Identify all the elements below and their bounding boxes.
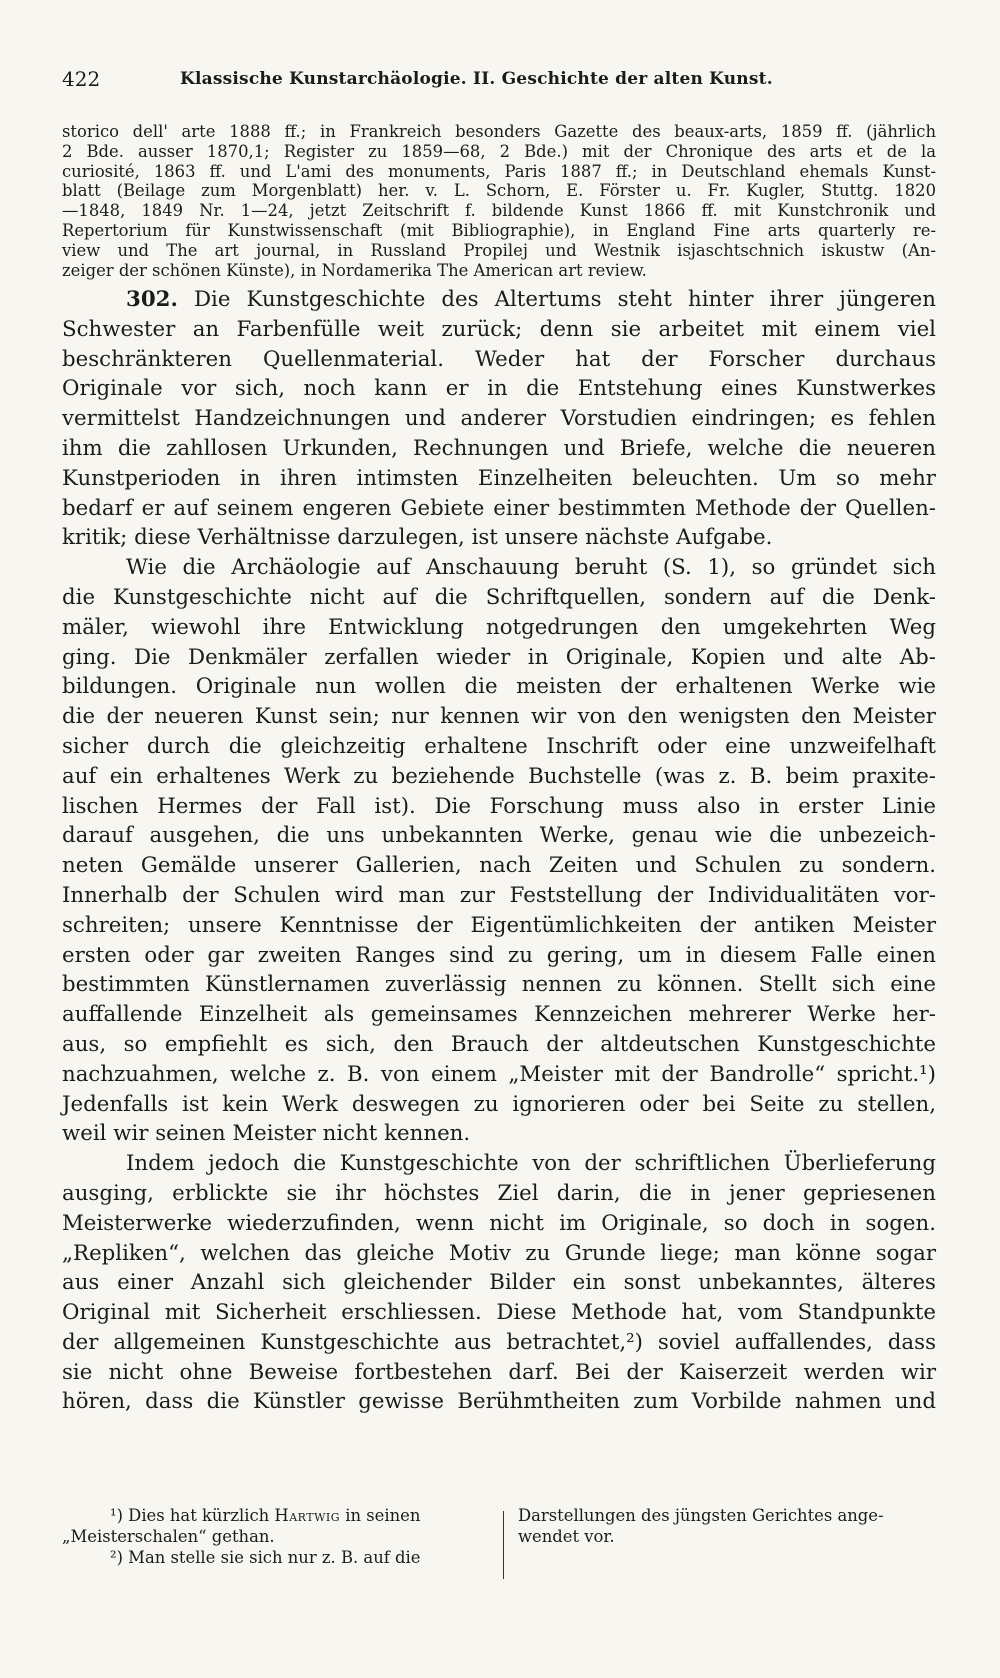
author-name: Hartwig (274, 1506, 341, 1525)
text-line: hören, dass die Künstler gewisse Berühmtheiten zum Vorbilde nahmen und (62, 1389, 936, 1415)
text-line: nachzuahmen, welche z. B. von einem „Meister mit der Bandrolle“ spricht.¹) (62, 1061, 936, 1087)
text-line: zeiger der schönen Künste), in Nordamerika The American art review. (62, 260, 647, 280)
text-line: Schwester an Farbenfülle weit zurück; denn sie arbeitet mit einem viel (62, 316, 936, 342)
text-line: schreiten; unsere Kenntnisse der Eigentümlichkeiten der antiken Meister (62, 912, 936, 938)
text-line: ersten oder gar zweiten Ranges sind zu gering, um in diesem Falle einen (62, 942, 936, 968)
text-line: beschränkteren Quellenmaterial. Weder hat der Forscher durchaus (62, 346, 936, 372)
text-line: auf ein erhaltenes Werk zu beziehende Buchstelle (was z. B. beim praxite- (62, 763, 936, 789)
text-line: vermittelst Handzeichnungen und anderer Vorstudien eindringen; es fehlen (62, 406, 936, 432)
text-line: mäler, wiewohl ihre Entwicklung notgedrungen den umgekehrten Weg (62, 614, 936, 640)
text-line: view und The art journal, in Russland Propilej und Westnik isjaschtschnich iskustw (An- (62, 240, 936, 260)
main-text (62, 285, 936, 1417)
text-line: —1848, 1849 Nr. 1—24, jetzt Zeitschrift f. bildende Kunst 1866 ff. mit Kunstchronik und (62, 201, 936, 221)
text-line: ausging, erblickte sie ihr höchstes Ziel darin, die in jener gepriesenen (62, 1180, 936, 1206)
text-line: Originale vor sich, noch kann er in die Entstehung eines Kunstwerkes (62, 376, 936, 402)
text-line: aus einer Anzahl sich gleichender Bilder ein sonst unbekanntes, älteres (62, 1270, 936, 1296)
text-line: neten Gemälde unserer Gallerien, nach Zeiten und Schulen zu sondern. (62, 853, 936, 879)
footnote-2-cont: wendet vor. (518, 1527, 615, 1546)
text-line: Repertorium für Kunstwissenschaft (mit Bibliographie), in England Fine arts quarterly re- (62, 220, 936, 240)
text-line: der allgemeinen Kunstgeschichte aus betrachtet,²) soviel auffallendes, dass (62, 1329, 936, 1355)
text-line: 302. Die Kunstgeschichte des Altertums steht hinter ihrer jüngeren (126, 287, 936, 312)
text-line: bildungen. Originale nun wollen die meisten der erhaltenen Werke wie (62, 674, 936, 700)
text-line: Jedenfalls ist kein Werk deswegen zu ignorieren oder bei Seite zu stellen, (62, 1091, 936, 1117)
page-header (62, 64, 932, 94)
text-line: „Repliken“, welchen das gleiche Motiv zu Grunde liege; man könne sogar (62, 1240, 936, 1266)
section-number: 302. (126, 287, 178, 312)
text-line: sie nicht ohne Beweise fortbestehen darf. Bei der Kaiserzeit werden wir (62, 1359, 936, 1385)
footnote-1-cont: „Meisterschalen“ gethan. (62, 1527, 275, 1546)
intro-bibliography (62, 122, 936, 280)
text-line: auffallende Einzelheit als gemeinsames Kennzeichen mehrerer Werke her- (62, 1002, 936, 1028)
text-line: 2 Bde. ausser 1870,1; Register zu 1859—68, 2 Bde.) mit der Chronique des arts et de la (62, 141, 936, 161)
text-line: aus, so empfiehlt es sich, den Brauch der altdeutschen Kunstgeschichte (62, 1031, 936, 1057)
footnotes-left-column (62, 1505, 490, 1568)
text-line: lischen Hermes der Fall ist). Die Forschung muss also in erster Linie (62, 793, 936, 819)
text-line: curiosité, 1863 ff. und L'ami des monuments, Paris 1887 ff.; in Deutschland ehemals Kunst- (62, 161, 936, 181)
footnote-2-cont: Darstellungen des jüngsten Gerichtes ange- (518, 1506, 884, 1525)
footnote-1: ¹) Dies hat kürzlich Hartwig in seinen (110, 1506, 421, 1525)
footnotes-right-column (518, 1505, 936, 1547)
column-divider (503, 1511, 504, 1579)
text-line: kritik; diese Verhältnisse darzulegen, ist unsere nächste Aufgabe. (62, 525, 773, 551)
text-line: die Kunstgeschichte nicht auf die Schriftquellen, sondern auf die Denk- (62, 584, 936, 610)
text-line: Indem jedoch die Kunstgeschichte von der schriftlichen Überlieferung (126, 1151, 936, 1177)
text-line: die der neueren Kunst sein; nur kennen wir von den wenigsten den Meister (62, 704, 936, 730)
text-line: weil wir seinen Meister nicht kennen. (62, 1121, 471, 1147)
text-line: Innerhalb der Schulen wird man zur Feststellung der Individualitäten vor- (62, 882, 936, 908)
text-line: bedarf er auf seinem engeren Gebiete einer bestimmten Methode der Quellen- (62, 495, 936, 521)
text-line: ging. Die Denkmäler zerfallen wieder in Originale, Kopien und alte Ab- (62, 644, 936, 670)
text-line: darauf ausgehen, die uns unbekannten Werke, genau wie die unbezeich- (62, 823, 936, 849)
text-line: Original mit Sicherheit erschliessen. Diese Methode hat, vom Standpunkte (62, 1300, 936, 1326)
running-title: Klassische Kunstarchäologie. II. Geschichte der alten Kunst. (180, 69, 773, 89)
text-line: Kunstperioden in ihren intimsten Einzelheiten beleuchten. Um so mehr (62, 465, 936, 491)
text-line: sicher durch die gleichzeitig erhaltene Inschrift oder eine unzweifelhaft (62, 733, 936, 759)
text-line: ihm die zahllosen Urkunden, Rechnungen und Briefe, welche die neueren (62, 435, 936, 461)
footnotes (62, 1505, 936, 1585)
text-line: Meisterwerke wiederzufinden, wenn nicht im Originale, so doch in sogen. (62, 1210, 936, 1236)
text-line: bestimmten Künstlernamen zuverlässig nennen zu können. Stellt sich eine (62, 972, 936, 998)
footnote-2: ²) Man stelle sie sich nur z. B. auf die (110, 1548, 421, 1567)
text-line: storico dell' arte 1888 ff.; in Frankreich besonders Gazette des beaux-arts, 1859 ff. (jährlich (62, 122, 936, 141)
text-line: Wie die Archäologie auf Anschauung beruht (S. 1), so gründet sich (126, 555, 936, 581)
text-line: blatt (Beilage zum Morgenblatt) her. v. L. Schorn, E. Förster u. Fr. Kugler, Stuttg. 1820 (62, 181, 936, 201)
page-number: 422 (62, 67, 101, 91)
